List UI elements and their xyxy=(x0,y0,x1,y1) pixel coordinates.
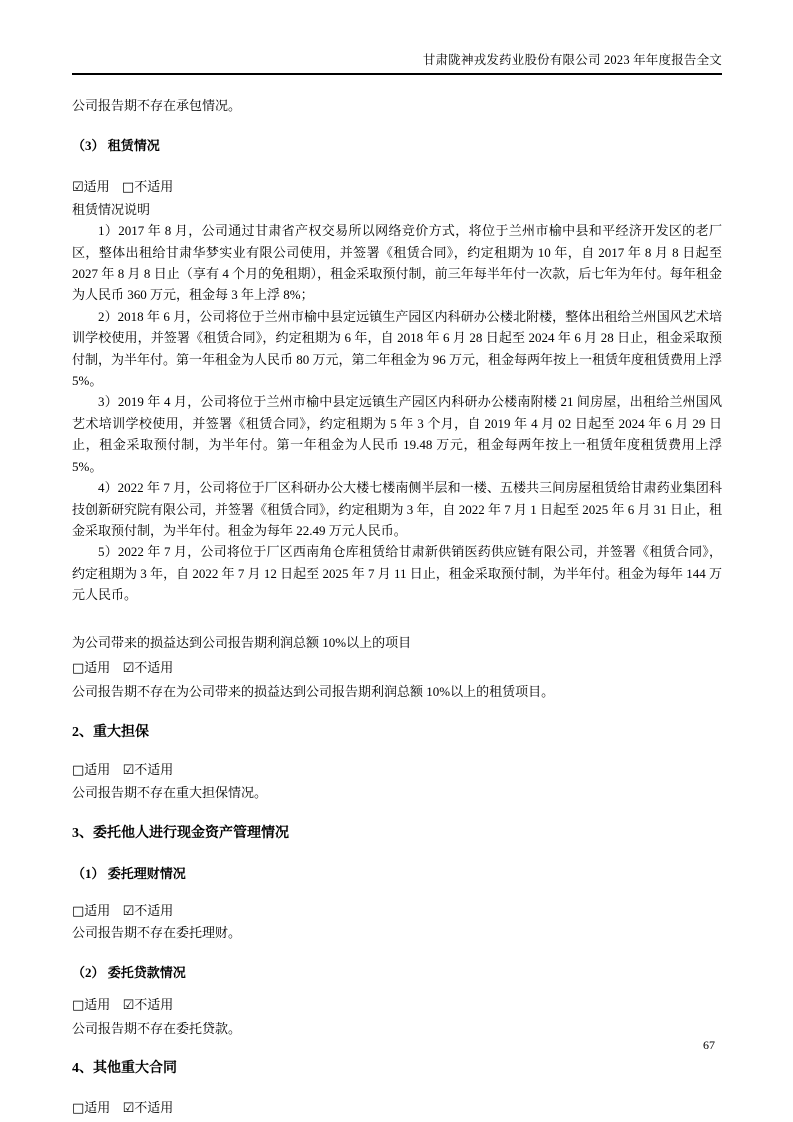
checkbox-unchecked-icon: □ xyxy=(72,903,85,919)
lease-section-heading: （3） 租赁情况 xyxy=(72,138,160,154)
lease-paragraph-1: 1）2017 年 8 月，公司通过甘肃省产权交易所以网络竞价方式，将位于兰州市榆中县和平经济开发区的老厂区，整体出租给甘肃华梦实业有限公司使用，并签署《租赁合同》，约定租期为 10 年，自 2017 年 8 月 8 日起至 2027 年 8 月 8 日止（享有 4 个月的免租期），租金采取预付制，前三年每半年付一次款，后七年为年付。每年租金为人民币 360 万元，租金每 3 年上浮 8%； xyxy=(72,223,722,303)
guarantee-applicability-line xyxy=(72,759,722,781)
other-contracts-heading: 4、其他重大合同 xyxy=(72,1061,177,1077)
loan-applicability-line xyxy=(72,994,722,1016)
page-header xyxy=(72,0,722,75)
applicable-label: 适用 xyxy=(84,659,111,675)
entrusted-wealth-heading: （1） 委托理财情况 xyxy=(72,865,186,881)
checkbox-checked-icon: ☑ xyxy=(72,180,84,196)
profit-item-title: 为公司带来的损益达到公司报告期利润总额 10%以上的项目 xyxy=(72,634,412,650)
lease-applicability-line xyxy=(72,176,722,198)
not-applicable-label: 不适用 xyxy=(134,761,174,777)
not-applicable-label: 不适用 xyxy=(134,1100,174,1116)
checkbox-checked-icon: ☑ xyxy=(122,660,135,676)
applicable-label: 适用 xyxy=(84,997,111,1013)
checkbox-unchecked-icon: □ xyxy=(121,180,135,196)
contracting-note: 公司报告期不存在承包情况。 xyxy=(72,98,242,113)
not-applicable-label: 不适用 xyxy=(134,179,174,195)
wealth-note: 公司报告期不存在委托理财。 xyxy=(72,924,242,940)
not-applicable-label: 不适用 xyxy=(134,659,174,675)
profit-applicability-line xyxy=(72,657,722,679)
applicable-label: 适用 xyxy=(84,761,111,777)
loan-note: 公司报告期不存在委托贷款。 xyxy=(72,1020,242,1036)
lease-paragraph-4: 4）2022 年 7 月，公司将位于厂区科研办公大楼七楼南侧半层和一楼、五楼共三间房屋租赁给甘肃药业集团科技创新研究院有限公司，并签署《租赁合同》，约定租期为 3 年，自 2022 年 7 月 1 日起至 2025 年 6 月 31 日止，租金采取预付制，为半年付。租金为每年 22.49 万元人民币。 xyxy=(72,480,723,538)
checkbox-unchecked-icon: □ xyxy=(72,1101,85,1117)
not-applicable-label: 不适用 xyxy=(134,902,174,918)
entrusted-mgmt-section-heading: 3、委托他人进行现金资产管理情况 xyxy=(72,825,289,841)
lease-paragraph-2: 2）2018 年 6 月，公司将位于兰州市榆中县定远镇生产园区内科研办公楼北附楼，整体出租给兰州国风艺术培训学校使用，并签署《租赁合同》，约定租期为 6 年，自 2018 年 6 月 28 日起至 2024 年 6 月 28 日止，租金采取预付制，为半年付。第一年租金为人民币 80 万元，第二年租金为 96 万元，租金每两年按上一租赁年度租赁费用上浮 5%。 xyxy=(72,308,723,389)
applicable-label: 适用 xyxy=(84,902,111,918)
entrusted-loan-heading: （2） 委托贷款情况 xyxy=(72,965,186,981)
checkbox-checked-icon: ☑ xyxy=(122,762,135,778)
profit-item-note: 公司报告期不存在为公司带来的损益达到公司报告期利润总额 10%以上的租赁项目。 xyxy=(72,684,555,700)
checkbox-unchecked-icon: □ xyxy=(72,762,85,778)
checkbox-checked-icon: ☑ xyxy=(122,998,135,1014)
not-applicable-label: 不适用 xyxy=(134,997,174,1013)
applicable-label: 适用 xyxy=(83,179,110,195)
lease-paragraph-5: 5）2022 年 7 月，公司将位于厂区西南角仓库租赁给甘肃新供销医药供应链有限公司，并签署《租赁合同》，约定租期为 3 年，自 2022 年 7 月 12 日起至 2025 年 7 月 11 日止，租金采取预付制，为半年付。租金为每年 144 万元人民币。 xyxy=(72,544,722,603)
lease-note-title: 租赁情况说明 xyxy=(72,201,151,217)
lease-paragraph-3: 3）2019 年 4 月，公司将位于兰州市榆中县定远镇生产园区内科研办公楼南附楼 21 间房屋，出租给兰州国风艺术培训学校使用，并签署《租赁合同》，约定租期为 5 年 3 个月，自 2019 年 4 月 02 日起至 2024 年 6 月 29 日止，租金采取预付制，为半年付。第一年租金为人民币 19.48 万元，租金每两年按上一租赁年度租赁费用上浮 5%。 xyxy=(72,394,722,474)
applicable-label: 适用 xyxy=(84,1100,111,1116)
checkbox-unchecked-icon: □ xyxy=(72,998,85,1014)
guarantee-section-heading: 2、重大担保 xyxy=(72,724,149,740)
guarantee-note: 公司报告期不存在重大担保情况。 xyxy=(72,785,268,801)
checkbox-checked-icon: ☑ xyxy=(122,903,135,919)
checkbox-unchecked-icon: □ xyxy=(72,660,85,676)
wealth-applicability-line xyxy=(72,900,722,922)
page-number: 67 xyxy=(703,1038,715,1052)
checkbox-checked-icon: ☑ xyxy=(122,1101,135,1117)
other-contracts-applicability-line xyxy=(72,1097,722,1119)
report-title: 甘肃陇神戎发药业股份有限公司 2023 年年度报告全文 xyxy=(422,53,722,67)
